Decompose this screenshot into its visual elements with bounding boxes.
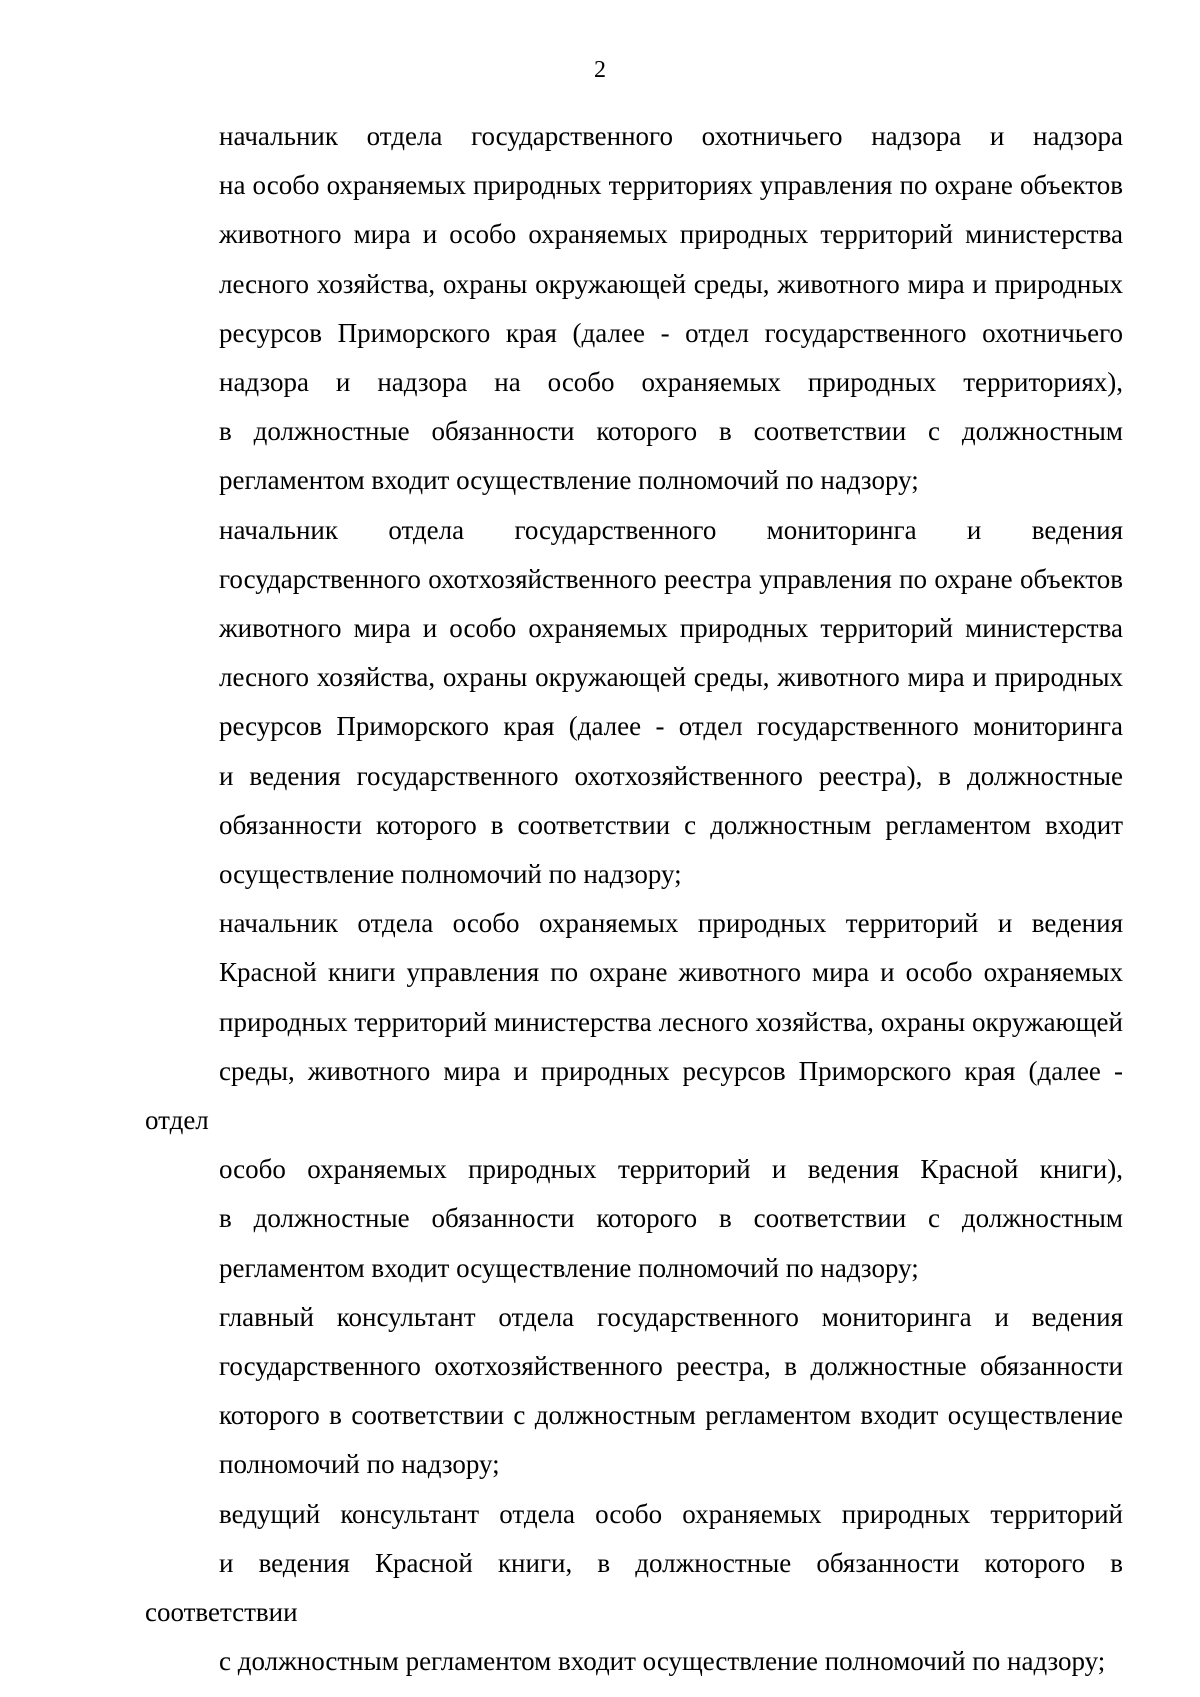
- text-line: начальник отдела государственного мониторинга и ведения: [219, 514, 1123, 545]
- text-line: начальник отдела государственного охотничьего надзора и надзора: [219, 121, 1123, 151]
- text-line: среды, животного мира и природных ресурсов Приморского края (далее - отдел: [145, 1055, 1123, 1136]
- page-number: 2: [594, 57, 606, 83]
- text-line: особо охраняемых природных территорий и ведения Красной книги),: [219, 1154, 1123, 1185]
- text-line: обязанности которого в соответствии с должностным регламентом входит: [219, 809, 1123, 840]
- text-line: государственного охотхозяйственного реестра, в должностные обязанности: [219, 1351, 1123, 1382]
- text-line: природных территорий министерства лесного хозяйства, охраны окружающей: [219, 1006, 1123, 1037]
- text-line: регламентом входит осуществление полномочий по надзору;: [219, 1252, 919, 1283]
- text-line: в должностные обязанности которого в соответствии с должностным: [219, 416, 1123, 447]
- text-line: ведущий консультант отдела особо охраняемых природных территорий: [219, 1498, 1123, 1529]
- text-line: лесного хозяйства, охраны окружающей среды, животного мира и природных: [219, 268, 1123, 299]
- document-body: [145, 112, 1123, 1687]
- text-line: полномочий по надзору;: [219, 1449, 500, 1480]
- text-line: на особо охраняемых природных территориях управления по охране объектов: [219, 170, 1123, 201]
- text-line: с должностным регламентом входит осуществление полномочий по надзору;: [219, 1646, 1106, 1677]
- paragraph-head-monitoring: [145, 506, 1123, 900]
- text-line: животного мира и особо охраняемых природных территорий министерства: [219, 219, 1123, 250]
- text-line: главный консультант отдела государственного мониторинга и ведения: [219, 1301, 1123, 1332]
- text-line: ресурсов Приморского края (далее - отдел государственного охотничьего: [219, 317, 1123, 348]
- text-line: осуществление полномочий по надзору;: [219, 859, 682, 890]
- text-line: ресурсов Приморского края (далее - отдел государственного мониторинга: [219, 711, 1123, 742]
- text-line: животного мира и особо охраняемых природных территорий министерства: [219, 613, 1123, 644]
- paragraph-chief-consultant: [145, 1293, 1123, 1490]
- paragraph-head-protected-areas: [145, 899, 1123, 1293]
- text-line: надзора и надзора на особо охраняемых природных территориях),: [219, 367, 1123, 398]
- text-line: которого в соответствии с должностным регламентом входит осуществление: [219, 1400, 1123, 1431]
- text-line: и ведения Красной книги, в должностные обязанности которого в соответствии: [145, 1547, 1123, 1628]
- paragraph-leading-consultant: [145, 1490, 1123, 1687]
- text-line: Красной книги управления по охране животного мира и особо охраняемых: [219, 957, 1123, 988]
- paragraph-head-hunting-supervision: [145, 112, 1123, 506]
- text-line: государственного охотхозяйственного реестра управления по охране объектов: [219, 563, 1123, 594]
- text-line: регламентом входит осуществление полномочий по надзору;: [219, 465, 919, 496]
- text-line: в должностные обязанности которого в соответствии с должностным: [219, 1203, 1123, 1234]
- text-line: начальник отдела особо охраняемых природных территорий и ведения: [219, 908, 1123, 939]
- text-line: лесного хозяйства, охраны окружающей среды, животного мира и природных: [219, 662, 1123, 693]
- text-line: и ведения государственного охотхозяйственного реестра), в должностные: [219, 760, 1123, 791]
